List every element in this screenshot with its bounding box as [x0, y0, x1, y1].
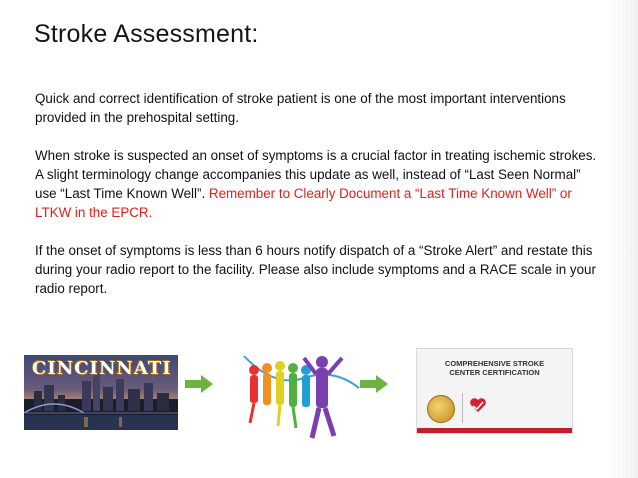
divider: [462, 393, 463, 423]
cert-red-bar: [417, 428, 572, 433]
slide-edge-decoration: [608, 0, 638, 478]
heart-logo-icon: [469, 397, 487, 413]
paragraph-terminology: [35, 146, 605, 222]
paragraph-identification: Quick and correct identification of stroke patient is one of the most important interventions provided in the prehospital setting.: [35, 91, 566, 125]
ltkw-reminder: Remember to Clearly Document a “Last Time Known Well” or LTKW in the EPCR.: [35, 186, 572, 220]
slide-title: Stroke Assessment:: [34, 20, 259, 48]
city-banner: CINCINNATI: [32, 358, 172, 379]
cert-heading: [417, 359, 572, 377]
stroke-center-certification-image: [416, 348, 573, 434]
slide-body: [35, 89, 605, 317]
runners-finish-line-image: [234, 348, 364, 443]
arrow-right-icon: [360, 375, 388, 393]
cert-heading-line2: CENTER CERTIFICATION: [449, 368, 540, 377]
runner-figures-icon: [249, 356, 342, 438]
arrow-right-icon: [185, 375, 213, 393]
gold-seal-icon: [427, 395, 455, 423]
cincinnati-skyline-image: [24, 355, 178, 430]
cert-heading-line1: COMPREHENSIVE STROKE: [444, 359, 545, 368]
terminology-text: When stroke is suspected an onset of symptoms is a crucial factor in treating ischemic strokes. A slight terminology change accompanies this update as well, instead of “Last Seen Normal” use “Last Time Known Well”.: [35, 148, 597, 201]
paragraph-stroke-alert: If the onset of symptoms is less than 6 hours notify dispatch of a “Stroke Alert” and restate this during your radio report to the facility. Please also include symptoms and a RACE scale in your radio report.: [35, 243, 596, 296]
